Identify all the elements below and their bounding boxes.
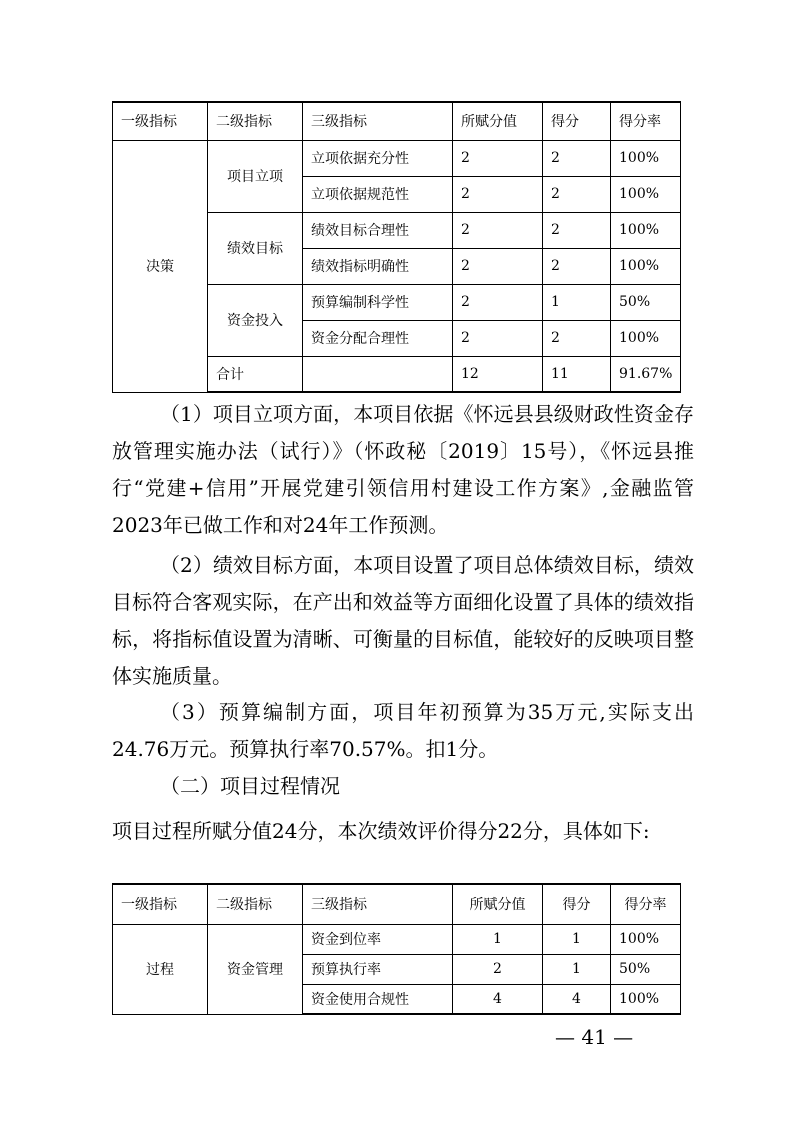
- header-cell: 所赋分值: [453, 102, 543, 140]
- table-row: [113, 140, 681, 176]
- indicator-cell: 立项依据规范性: [303, 176, 453, 212]
- rate-cell: 100%: [611, 248, 681, 284]
- rate-cell: 50%: [611, 954, 681, 984]
- got-cell: 1: [543, 924, 611, 954]
- total-score-cell: 12: [453, 356, 543, 392]
- level1-cell: 决策: [113, 140, 208, 392]
- table-header-row: [113, 102, 681, 140]
- table-row: [113, 924, 681, 954]
- empty-cell: [303, 356, 453, 392]
- score-cell: 1: [453, 924, 543, 954]
- header-cell: 所赋分值: [453, 884, 543, 924]
- score-cell: 4: [453, 984, 543, 1014]
- header-cell: 得分率: [611, 102, 681, 140]
- header-cell: 一级指标: [113, 884, 208, 924]
- indicator-cell: 立项依据充分性: [303, 140, 453, 176]
- rate-cell: 100%: [611, 176, 681, 212]
- score-cell: 2: [453, 140, 543, 176]
- got-cell: 2: [543, 176, 611, 212]
- paragraph-process-intro: [112, 813, 690, 850]
- level2-cell: 资金投入: [208, 284, 303, 356]
- level1-cell: 过程: [113, 924, 208, 1014]
- score-cell: 2: [453, 954, 543, 984]
- table-header-row: [113, 884, 681, 924]
- paragraph-performance-goal: （2）绩效目标方面，本项目设置了项目总体绩效目标，绩效目标符合客观实际，在产出和效益等方面细化设置了具体的绩效指标，将指标值设置为清晰、可衡量的目标值，能较好的反映项目整体实施质量。: [112, 553, 694, 688]
- paragraph-process-intro-text: 项目过程所赋分值24分，本次绩效评价得分22分，具体如下:: [112, 819, 650, 843]
- paragraph-budget: （3）预算编制方面，项目年初预算为35万元,实际支出24.76万元。预算执行率70.57%。扣1分。: [112, 700, 694, 761]
- section-heading: （二）项目过程情况: [160, 774, 340, 798]
- rate-cell: 100%: [611, 320, 681, 356]
- indicator-cell: 资金使用合规性: [303, 984, 453, 1014]
- got-cell: 2: [543, 248, 611, 284]
- score-cell: 2: [453, 320, 543, 356]
- rate-cell: 100%: [611, 140, 681, 176]
- rate-cell: 100%: [611, 212, 681, 248]
- indicator-cell: 绩效指标明确性: [303, 248, 453, 284]
- got-cell: 1: [543, 284, 611, 320]
- page-number: — 41 —: [555, 1025, 634, 1049]
- paragraph-project-approval: （1）项目立项方面，本项目依据《怀远县县级财政性资金存放管理实施办法（试行）》（怀政秘〔2019〕15号），《怀远县推行“党建+信用”开展党建引领信用村建设工作方案》,金融监管2023年已做工作和对24年工作预测。: [112, 402, 694, 537]
- indicator-cell: 预算编制科学性: [303, 284, 453, 320]
- level2-cell: 资金管理: [208, 924, 303, 1014]
- rate-cell: 50%: [611, 284, 681, 320]
- indicator-cell: 资金分配合理性: [303, 320, 453, 356]
- got-cell: 2: [543, 212, 611, 248]
- score-cell: 2: [453, 284, 543, 320]
- rate-cell: 100%: [611, 924, 681, 954]
- decision-score-table: [112, 101, 681, 393]
- header-cell: 二级指标: [208, 884, 303, 924]
- indicator-cell: 绩效目标合理性: [303, 212, 453, 248]
- got-cell: 1: [543, 954, 611, 984]
- score-cell: 2: [453, 248, 543, 284]
- indicator-cell: 资金到位率: [303, 924, 453, 954]
- level2-cell: 项目立项: [208, 140, 303, 212]
- header-cell: 三级指标: [303, 102, 453, 140]
- level2-cell: 绩效目标: [208, 212, 303, 284]
- process-score-table: [112, 883, 681, 1015]
- header-cell: 得分: [543, 102, 611, 140]
- got-cell: 4: [543, 984, 611, 1014]
- score-cell: 2: [453, 212, 543, 248]
- header-cell: 二级指标: [208, 102, 303, 140]
- header-cell: 得分: [543, 884, 611, 924]
- rate-cell: 100%: [611, 984, 681, 1014]
- got-cell: 2: [543, 140, 611, 176]
- total-got-cell: 11: [543, 356, 611, 392]
- header-cell: 一级指标: [113, 102, 208, 140]
- total-rate-cell: 91.67%: [611, 356, 681, 392]
- header-cell: 三级指标: [303, 884, 453, 924]
- header-cell: 得分率: [611, 884, 681, 924]
- got-cell: 2: [543, 320, 611, 356]
- total-label-cell: 合计: [208, 356, 303, 392]
- indicator-cell: 预算执行率: [303, 954, 453, 984]
- score-cell: 2: [453, 176, 543, 212]
